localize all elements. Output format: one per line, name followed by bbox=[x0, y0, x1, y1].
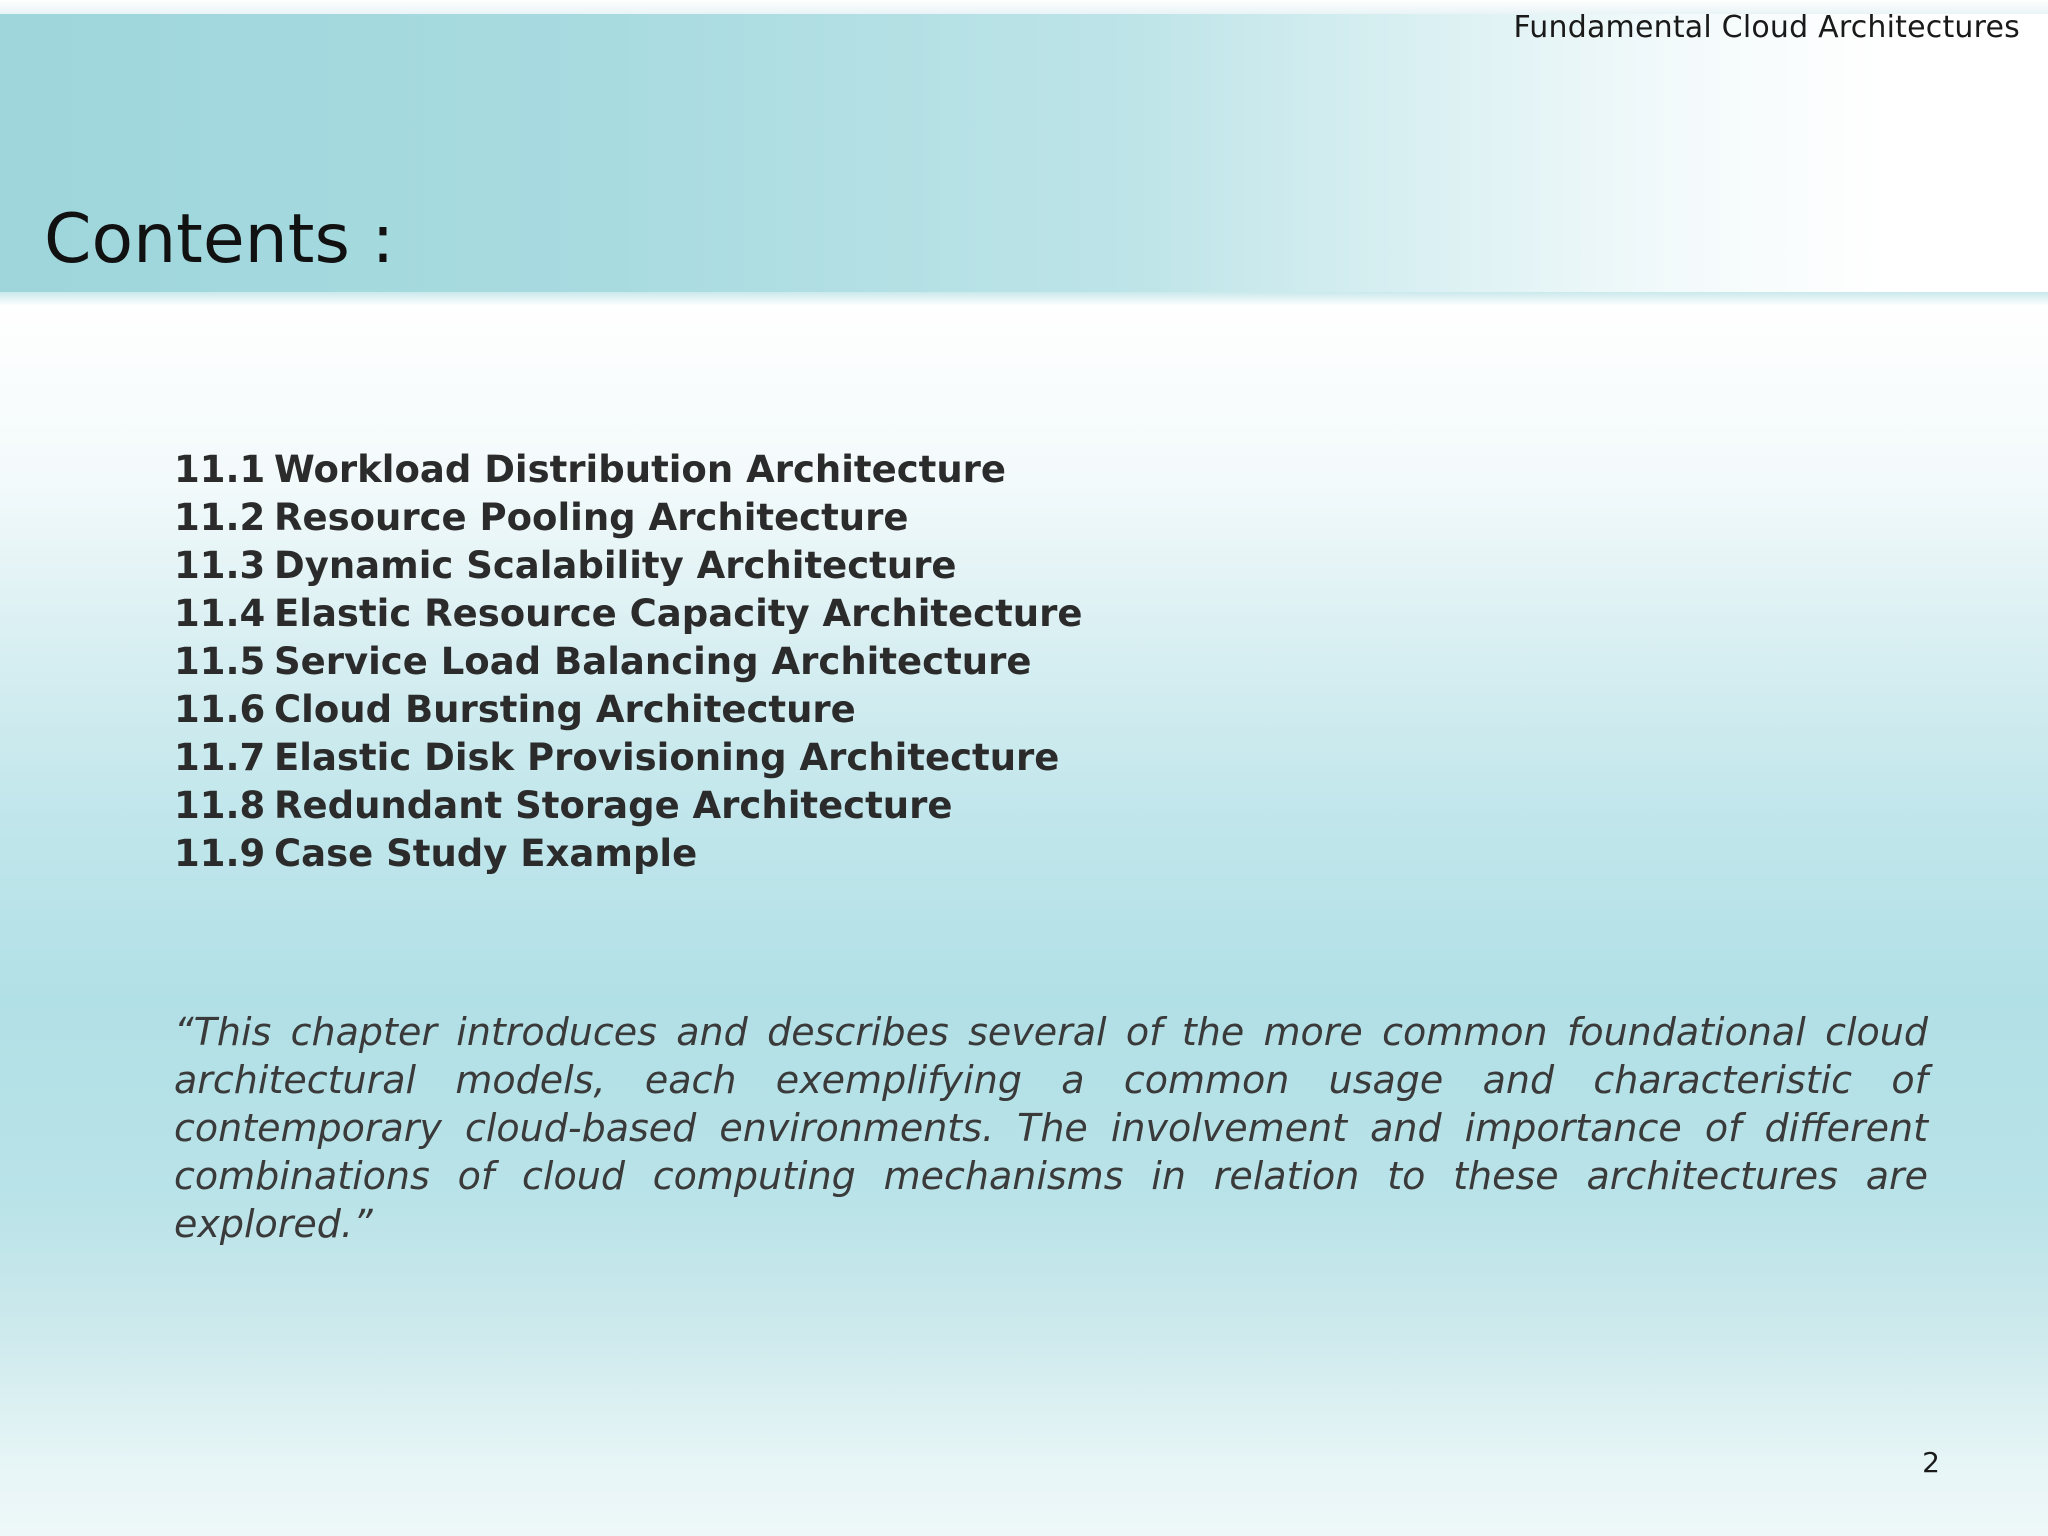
toc-item-label: Resource Pooling Architecture bbox=[274, 496, 909, 539]
toc-item-number: 11.3 bbox=[174, 544, 266, 587]
toc-item-number: 11.9 bbox=[174, 832, 266, 875]
toc-item-label: Elastic Resource Capacity Architecture bbox=[274, 592, 1083, 635]
toc-item-number: 11.4 bbox=[174, 592, 266, 635]
toc-item-label: Workload Distribution Architecture bbox=[274, 448, 1006, 491]
toc-item bbox=[174, 830, 1082, 878]
toc-item bbox=[174, 494, 1082, 542]
toc-item bbox=[174, 734, 1082, 782]
toc-item-number: 11.6 bbox=[174, 688, 266, 731]
slide-title: Contents : bbox=[44, 199, 395, 279]
toc-item-label: Case Study Example bbox=[274, 832, 698, 875]
toc-item bbox=[174, 686, 1082, 734]
toc-item-number: 11.8 bbox=[174, 784, 266, 827]
toc-item-label: Elastic Disk Provisioning Architecture bbox=[274, 736, 1060, 779]
table-of-contents bbox=[174, 446, 1082, 878]
toc-item-number: 11.1 bbox=[174, 448, 266, 491]
chapter-quote: “This chapter introduces and describes several of the more common foundational cloud architectural models, each exemplifying a common usage and characteristic of contemporary cloud-based environments. The involvement and importance of different combinations of cloud computing mechanisms in relation to these architectures are explored.” bbox=[174, 1010, 1928, 1246]
page-number: 2 bbox=[1922, 1446, 1940, 1479]
toc-item bbox=[174, 782, 1082, 830]
toc-item bbox=[174, 542, 1082, 590]
toc-item bbox=[174, 590, 1082, 638]
toc-item-label: Service Load Balancing Architecture bbox=[274, 640, 1032, 683]
toc-item bbox=[174, 446, 1082, 494]
running-title: Fundamental Cloud Architectures bbox=[1513, 10, 2020, 45]
toc-item bbox=[174, 638, 1082, 686]
toc-item-label: Cloud Bursting Architecture bbox=[274, 688, 856, 731]
toc-item-number: 11.5 bbox=[174, 640, 266, 683]
toc-item-label: Redundant Storage Architecture bbox=[274, 784, 953, 827]
toc-item-label: Dynamic Scalability Architecture bbox=[274, 544, 957, 587]
toc-item-number: 11.2 bbox=[174, 496, 266, 539]
toc-item-number: 11.7 bbox=[174, 736, 266, 779]
